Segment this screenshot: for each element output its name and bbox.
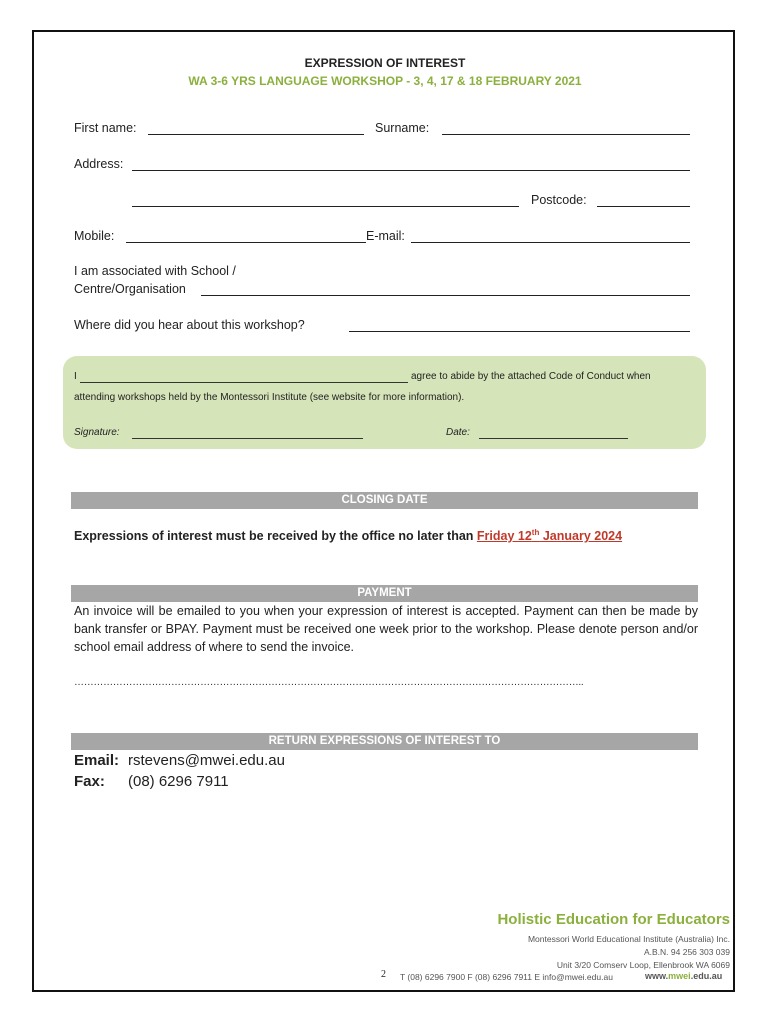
- footer-contact: T (08) 6296 7900 F (08) 6296 7911 E info@mwei.edu.au: [400, 972, 613, 982]
- organisation-field[interactable]: [201, 295, 690, 296]
- footer-org: Montessori World Educational Institute (Australia) Inc.: [527, 934, 730, 944]
- mobile-label: Mobile:: [74, 229, 115, 243]
- return-email-value[interactable]: rstevens@mwei.edu.au: [128, 752, 285, 769]
- address-field-line1[interactable]: [132, 170, 690, 171]
- signature-label: Signature:: [74, 427, 120, 438]
- hear-label: Where did you hear about this workshop?: [74, 318, 305, 332]
- postcode-label: Postcode:: [531, 193, 587, 207]
- mobile-field[interactable]: [126, 242, 366, 243]
- surname-field[interactable]: [442, 134, 690, 135]
- footer-abn: A.B.N. 94 256 303 039: [643, 947, 730, 957]
- form-subtitle: WA 3-6 YRS LANGUAGE WORKSHOP - 3, 4, 17 & 18 FEBRUARY 2021: [188, 74, 582, 88]
- closing-date-value: Friday 12th January 2024: [476, 528, 623, 544]
- footer-website[interactable]: www.mwei.edu.au: [645, 971, 723, 981]
- footer-logo: Holistic Education for Educators: [497, 911, 730, 928]
- email-label: E-mail:: [366, 229, 405, 243]
- closing-date-heading: CLOSING DATE: [71, 492, 698, 509]
- associated-label-line2: Centre/Organisation: [74, 282, 186, 296]
- payment-heading: PAYMENT: [71, 585, 698, 602]
- page-number: 2: [381, 969, 386, 980]
- email-field[interactable]: [411, 242, 690, 243]
- return-fax-label: Fax:: [74, 773, 105, 790]
- return-fax-value: (08) 6296 7911: [128, 773, 229, 790]
- address-label: Address:: [74, 157, 124, 171]
- agreement-text-line1: agree to abide by the attached Code of Conduct when: [411, 371, 651, 382]
- first-name-label: First name:: [74, 121, 137, 135]
- surname-label: Surname:: [375, 121, 430, 135]
- payment-text: An invoice will be emailed to you when your expression of interest is accepted. Payment can then be made by bank transfer or BPAY. Payment must be received one week prior to the workshop. Please denote person and/or school email address of where to send the invoice.: [74, 604, 698, 654]
- address-field-line2[interactable]: [132, 206, 519, 207]
- signature-field[interactable]: [132, 438, 363, 439]
- return-email-label: Email:: [74, 752, 120, 769]
- first-name-field[interactable]: [148, 134, 364, 135]
- return-heading: RETURN EXPRESSIONS OF INTEREST TO: [71, 733, 698, 750]
- form-title: EXPRESSION OF INTEREST: [304, 56, 466, 70]
- date-label: Date:: [446, 427, 470, 438]
- postcode-field[interactable]: [597, 206, 690, 207]
- footer-address: Unit 3/20 Comserv Loop, Ellenbrook WA 6069: [556, 960, 730, 970]
- agreement-name-field[interactable]: [80, 382, 408, 383]
- agreement-prefix: I: [74, 371, 77, 382]
- page-frame: [32, 30, 735, 992]
- closing-date-text: Expressions of interest must be received by the office no later than: [74, 529, 474, 544]
- agreement-text-line2: attending workshops held by the Montessori Institute (see website for more information).: [74, 392, 465, 403]
- associated-label-line1: I am associated with School /: [74, 264, 236, 278]
- closing-date-statement: [74, 528, 622, 543]
- hear-field[interactable]: [349, 331, 690, 332]
- payment-dotted-line: …………………………………………………………………………………………………………………………………………..: [74, 677, 584, 688]
- date-field[interactable]: [479, 438, 628, 439]
